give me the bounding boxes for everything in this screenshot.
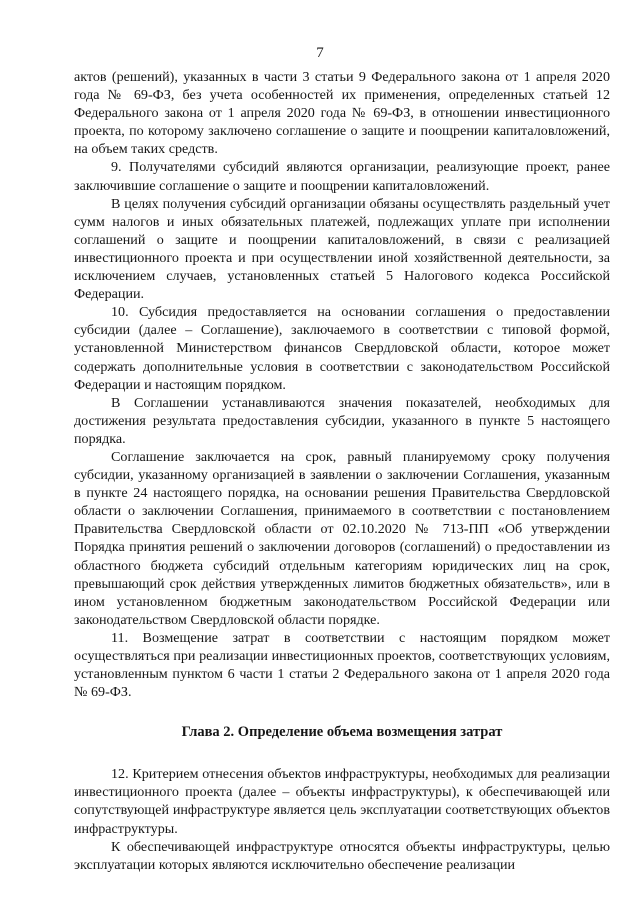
paragraph-item-10: 10. Субсидия предоставляется на основании соглашения о предоставлении субсидии (далее – Соглашение), заключаемого в соответствии с типовой формой, установленной Министерством финансов Свердловской области, которое может содержать дополнительные условия в соответствии с законодательством Российской Федерации и настоящим порядком. — [74, 304, 610, 393]
paragraph-item-12: 12. Критерием отнесения объектов инфраструктуры, необходимых для реализации инвестиционного проекта (далее – объекты инфраструктуры), к обеспечивающей или сопутствующей инфраструктуре является цель эксплуатации соответствующих объектов инфраструктуры. — [74, 766, 610, 837]
paragraph-item-9: 9. Получателями субсидий являются организации, реализующие проект, ранее заключившие соглашение о защите и поощрении капиталовложений. — [74, 159, 610, 194]
paragraph-supporting-infrastructure: К обеспечивающей инфраструктуре относятся объекты инфраструктуры, целью эксплуатации которых являются исключительно обеспечение реализации — [74, 838, 610, 873]
page-number: 7 — [316, 45, 324, 61]
paragraph-indicators: В Соглашении устанавливаются значения показателей, необходимых для достижения результата предоставления субсидии, указанного в пункте 5 настоящего порядка. — [74, 394, 610, 447]
chapter-heading: Глава 2. Определение объема возмещения затрат — [181, 724, 503, 741]
paragraph-separate-accounting: В целях получения субсидий организации обязаны осуществлять раздельный учет сумм налогов и иных обязательных платежей, подлежащих уплате при исполнении соглашений о защите и поощрении капиталовложений, в связи с реализацией инвестиционного проекта и при осуществлении иной хозяйственной деятельности, за исключением случаев, установленных статьей 5 Налогового кодекса Российской Федерации. — [74, 195, 610, 303]
paragraph-item-11: 11. Возмещение затрат в соответствии с настоящим порядком может осуществляться при реализации инвестиционных проектов, соответствующих условиям, установленным пунктом 6 части 1 статьи 2 Федерального закона от 1 апреля 2020 года № 69-ФЗ. — [74, 629, 610, 701]
document-body — [74, 68, 610, 874]
paragraph-agreement-term: Соглашение заключается на срок, равный планируемому сроку получения субсидии, указанному организацией в заявлении о заключении Соглашения, указанным в пункте 24 настоящего порядка, на основании решения Правительства Свердловской области о заключении Соглашения, принимаемого в соответствии с постановлением Правительства Свердловской области от 02.10.2020 № 713-ПП «Об утверждении Порядка принятия решений о заключении договоров (соглашений) о предоставлении из областного бюджета субсидий отдельным категориям юридических лиц на срок, превышающий срок действия утвержденных лимитов бюджетных обязательств», или в ином установленном бюджетным законодательством Российской Федерации или законодательством Свердловской области порядке. — [74, 448, 610, 628]
paragraph-continuation: актов (решений), указанных в части 3 статьи 9 Федерального закона от 1 апреля 2020 года № 69-ФЗ, без учета особенностей их применения, определенных статьей 12 Федерального закона от 1 апреля 2020 года № 69-ФЗ, в отношении инвестиционного проекта, по которому заключено соглашение о защите и поощрении капиталовложений, на объем таких средств. — [74, 69, 610, 158]
